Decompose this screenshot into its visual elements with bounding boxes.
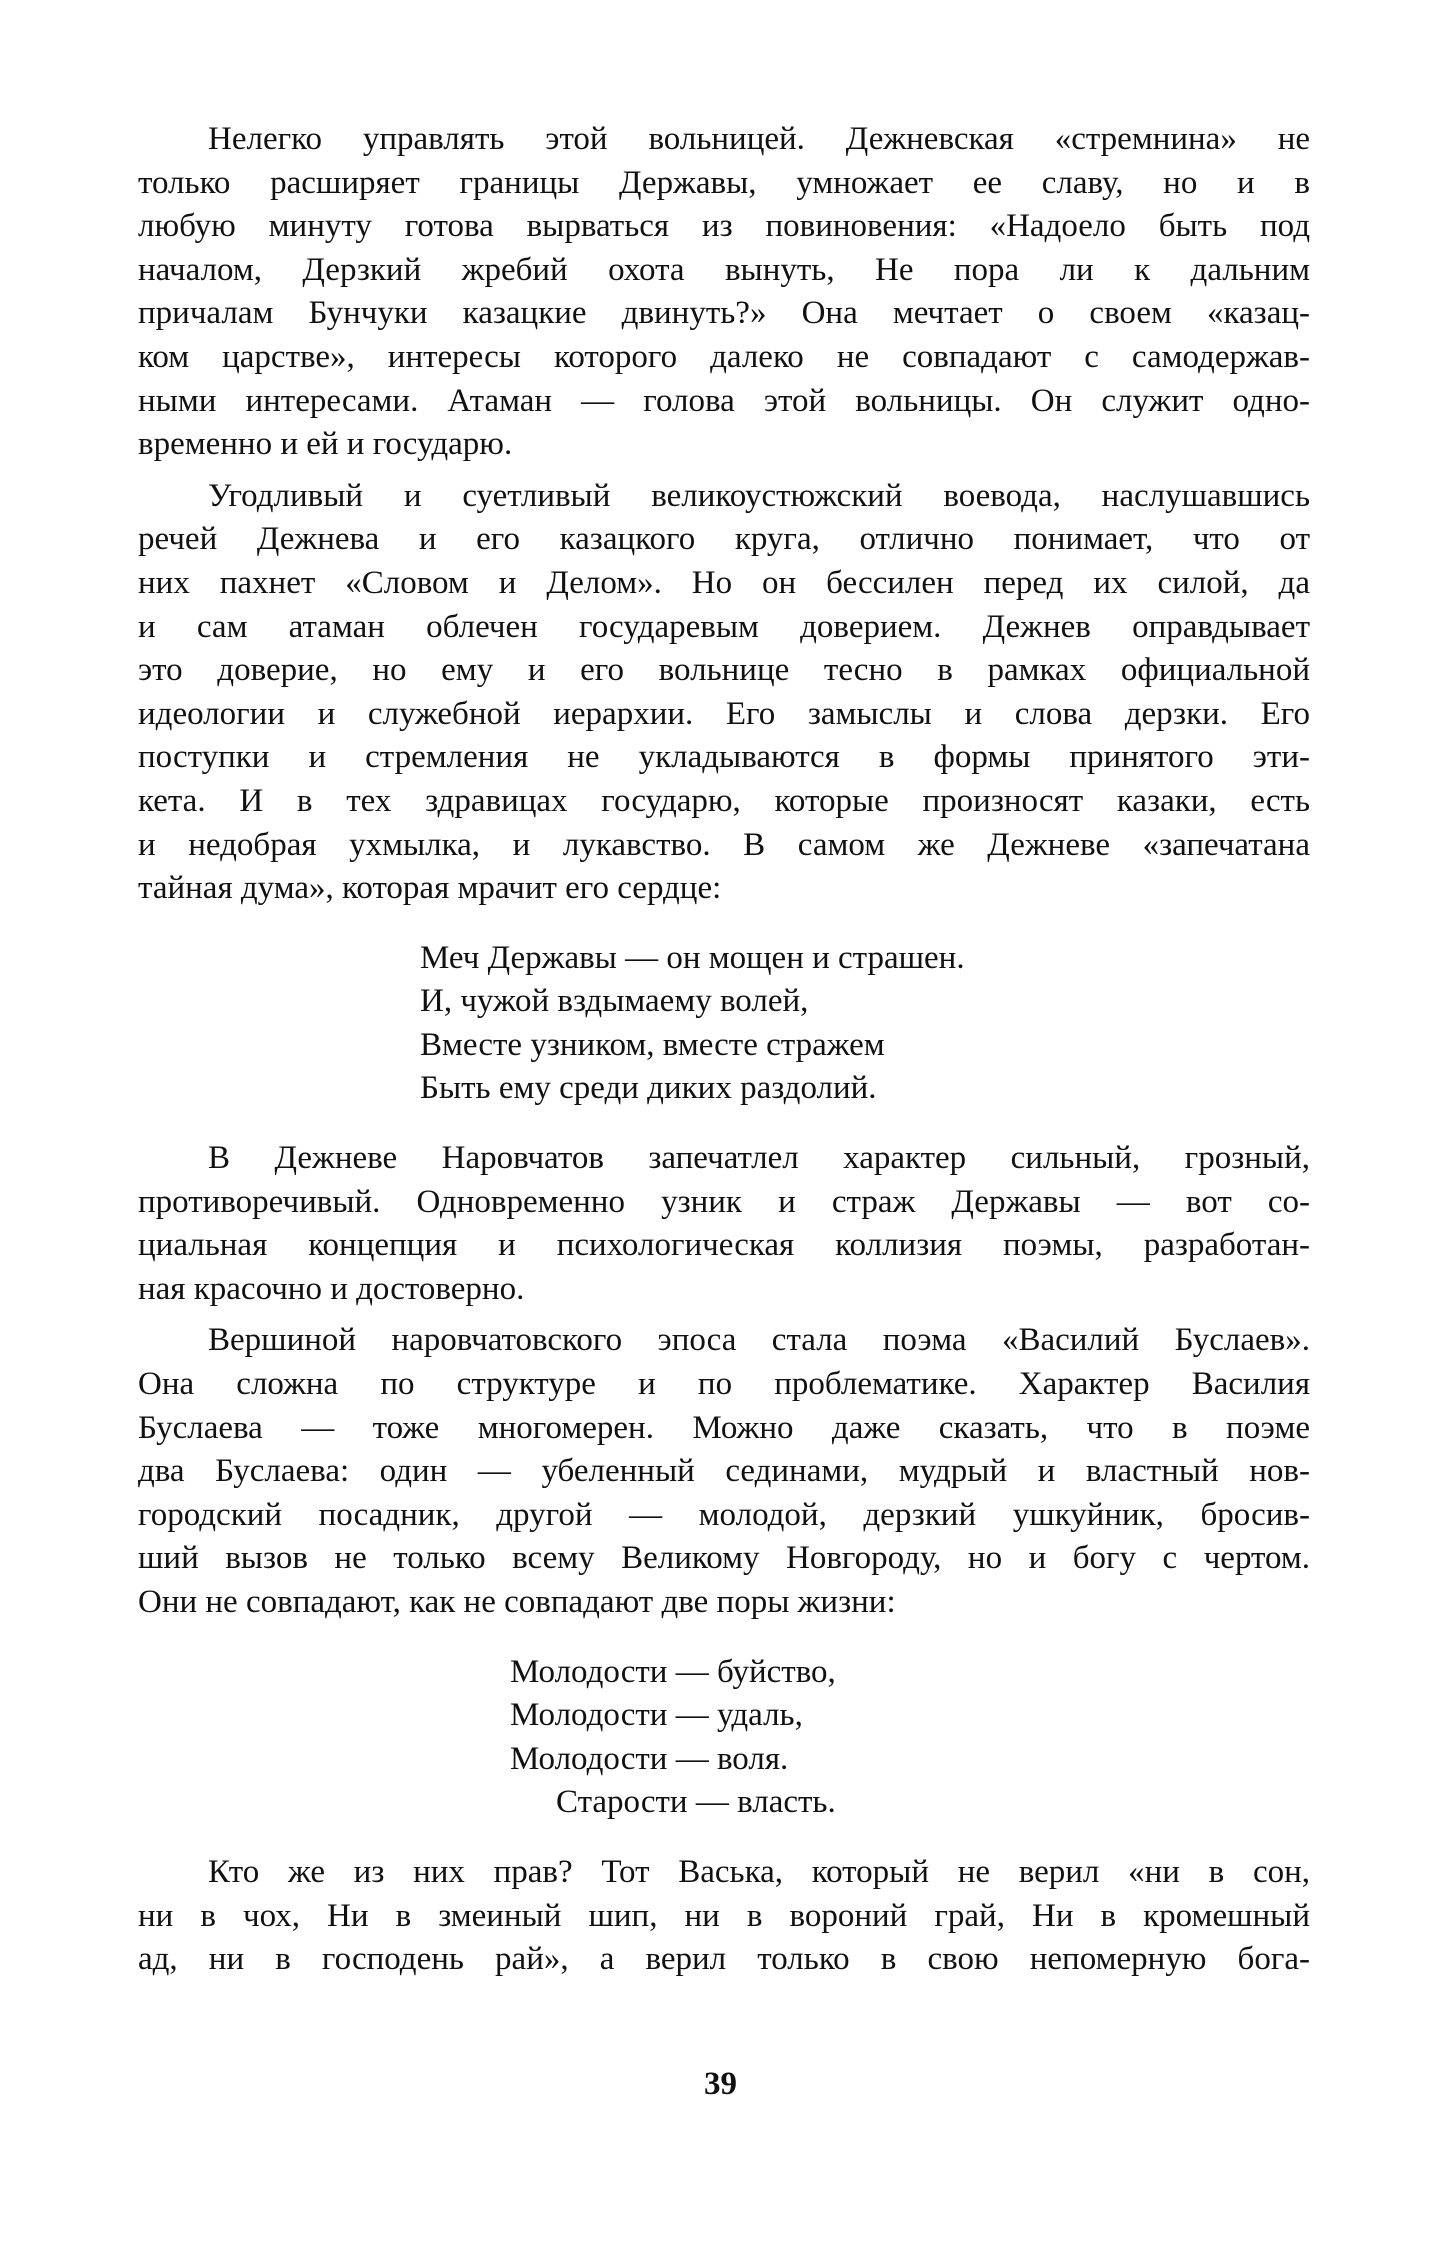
text-line: В Дежневе Наровчатов запечатлел характер сильный, грозный, bbox=[208, 1140, 1310, 1177]
text-line: Нелегко управлять этой вольницей. Дежневская «стремнина» не bbox=[208, 121, 1310, 157]
text-line: поступки и стремления не укладываются в формы принятого эти- bbox=[138, 739, 1310, 776]
text-line: любую минуту готова вырваться из повиновения: «Надоело быть под bbox=[138, 208, 1310, 245]
text-line: два Буслаева: один — убеленный сединами, мудрый и властный нов- bbox=[138, 1453, 1310, 1490]
verse-line: Вместе узником, вместе стражем bbox=[420, 1026, 885, 1063]
text-line: ными интересами. Атаман — голова этой вольницы. Он служит одно- bbox=[138, 382, 1310, 419]
text-line: речей Дежнева и его казацкого круга, отлично понимает, что от bbox=[138, 521, 1310, 558]
paragraph-4 bbox=[138, 1319, 1310, 1624]
text-line: ная красочно и достоверно. bbox=[138, 1270, 525, 1307]
text-line: Угодливый и суетливый великоустюжский воевода, наслушавшись bbox=[208, 477, 1310, 514]
text-line: Они не совпадают, как не совпадают две поры жизни: bbox=[138, 1584, 896, 1620]
verse-1 bbox=[420, 937, 1310, 1111]
text-line: ком царстве», интересы которого далеко не совпадают с самодержав- bbox=[138, 338, 1310, 375]
text-line: идеологии и служебной иерархии. Его замыслы и слова дерзки. Его bbox=[138, 695, 1310, 732]
paragraph-5 bbox=[138, 1851, 1310, 1982]
text-line: это доверие, но ему и его вольнице тесно в рамках официальной bbox=[138, 652, 1310, 689]
verse-line: Молодости — буйство, bbox=[510, 1653, 836, 1690]
paragraph-1 bbox=[138, 118, 1310, 467]
text-line: причалам Бунчуки казацкие двинуть?» Она мечтает о своем «казац- bbox=[138, 295, 1310, 332]
verse-line: И, чужой вздымаему волей, bbox=[420, 983, 809, 1020]
text-line: Она сложна по структуре и по проблематике. Характер Василия bbox=[138, 1366, 1310, 1403]
text-line: противоречивый. Одновременно узник и страж Державы — вот со- bbox=[138, 1183, 1310, 1220]
text-line: и сам атаман облечен государевым доверием. Дежнев оправдывает bbox=[138, 608, 1310, 645]
verse-2 bbox=[510, 1651, 1310, 1825]
paragraph-2 bbox=[138, 475, 1310, 911]
text-line: циальная концепция и психологическая коллизия поэмы, разработан- bbox=[138, 1227, 1310, 1264]
text-line: началом, Дерзкий жребий охота вынуть, Не пора ли к дальним bbox=[138, 251, 1310, 288]
text-line: городский посадник, другой — молодой, дерзкий ушкуйник, бросив- bbox=[138, 1496, 1310, 1533]
text-line: кета. И в тех здравицах государю, которые произносят казаки, есть bbox=[138, 782, 1310, 819]
verse-line: Быть ему среди диких раздолий. bbox=[420, 1070, 877, 1107]
text-line: тайная дума», которая мрачит его сердце: bbox=[138, 870, 722, 907]
text-line: Буслаева — тоже многомерен. Можно даже сказать, что в поэме bbox=[138, 1409, 1310, 1446]
page-number: 39 bbox=[704, 2066, 737, 2102]
text-line: них пахнет «Словом и Делом». Но он бессилен перед их силой, да bbox=[138, 564, 1310, 601]
verse-line: Меч Державы — он мощен и страшен. bbox=[420, 939, 965, 976]
text-line: только расширяет границы Державы, умножает ее славу, но и в bbox=[138, 164, 1310, 201]
text-line: ший вызов не только всему Великому Новгороду, но и богу с чертом. bbox=[138, 1540, 1310, 1577]
text-line: Кто же из них прав? Тот Васька, который не верил «ни в сон, bbox=[208, 1853, 1310, 1890]
verse-line: Молодости — удаль, bbox=[510, 1697, 803, 1734]
text-line: ни в чох, Ни в змеиный шип, ни в вороний грай, Ни в кромешный bbox=[138, 1897, 1310, 1934]
paragraph-3 bbox=[138, 1137, 1310, 1311]
text-line: и недобрая ухмылка, и лукавство. В самом же Дежневе «запечатана bbox=[138, 826, 1310, 863]
verse-line: Молодости — воля. bbox=[510, 1740, 789, 1777]
text-line: Вершиной наровчатовского эпоса стала поэма «Василий Буслаев». bbox=[208, 1322, 1310, 1359]
verse-line: Старости — власть. bbox=[556, 1784, 836, 1821]
text-line: ад, ни в господень рай», а верил только в свою непомерную бога- bbox=[138, 1941, 1310, 1978]
page-body bbox=[138, 118, 1310, 1982]
text-line: временно и ей и государю. bbox=[138, 426, 513, 463]
